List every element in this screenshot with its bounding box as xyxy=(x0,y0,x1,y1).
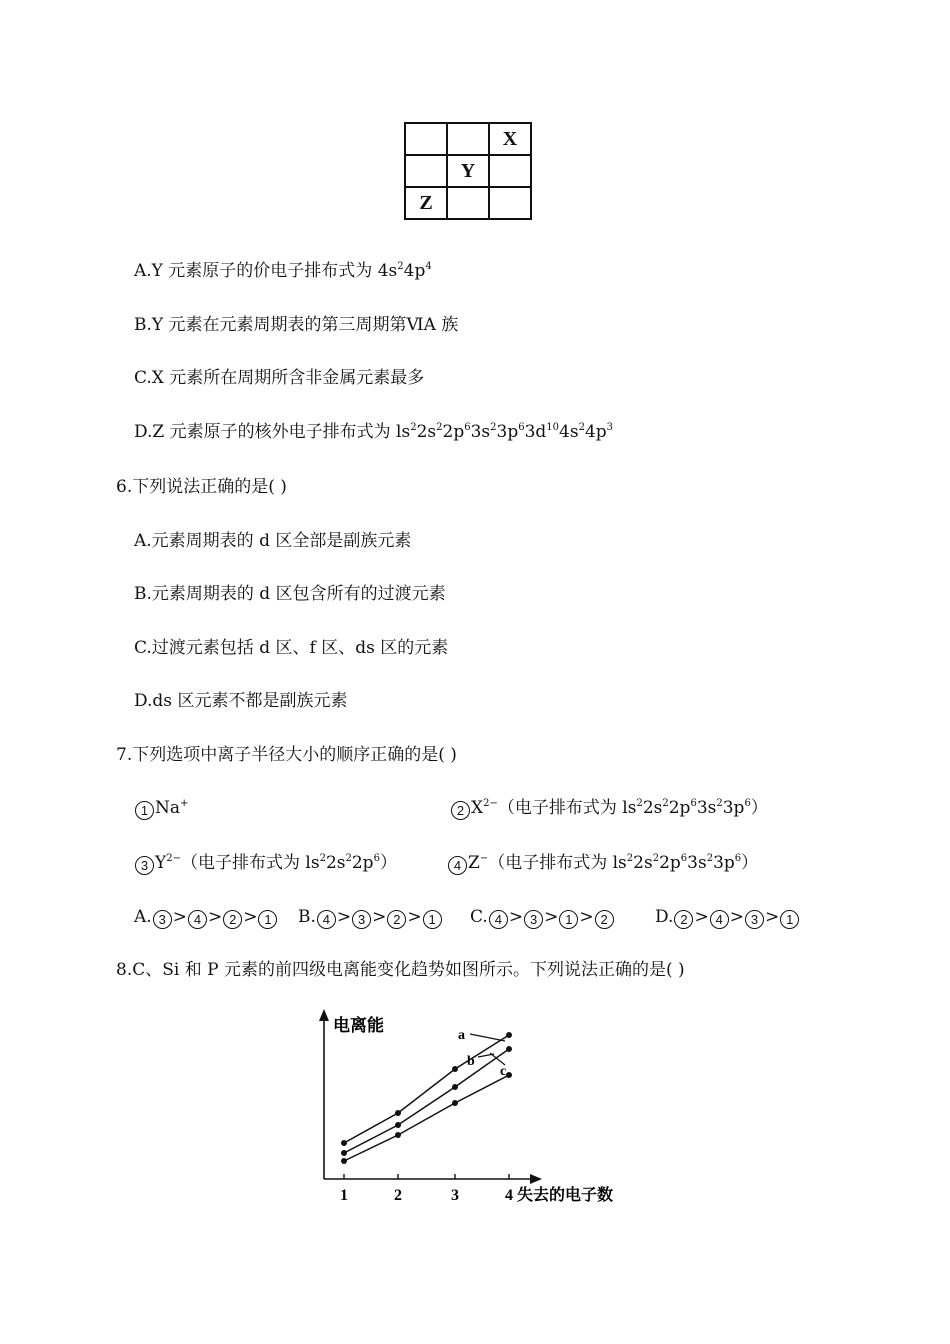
q7-item-1: 1 Na+ xyxy=(134,797,188,820)
option-label: B. xyxy=(298,907,316,927)
electron-config xyxy=(320,853,380,873)
config-superscript: 10 xyxy=(546,422,560,433)
data-point-a xyxy=(341,1140,347,1146)
greater-than-sign: > xyxy=(336,907,352,927)
series-line-a xyxy=(344,1035,509,1143)
q5-option-d: D.Z 元素原子的核外电子排布式为 $ls^22s^22p^63s^23p^63d^{10}4s^24p^3$ xyxy=(134,422,614,442)
circled-number: 2 xyxy=(387,910,406,929)
circled-number: 1 xyxy=(258,910,277,929)
y-axis-label: 电离能 xyxy=(333,1016,384,1036)
greater-than-sign: > xyxy=(579,907,594,927)
config-orbital: 2p xyxy=(351,853,374,873)
data-point-b xyxy=(506,1046,512,1052)
config-orbital: 2p xyxy=(659,853,681,873)
config-superscript: 2 xyxy=(716,798,723,809)
config-superscript: 6 xyxy=(734,853,742,864)
config-orbital: 3d xyxy=(524,422,547,442)
greater-than-sign: > xyxy=(508,907,524,927)
grid-cell xyxy=(405,123,447,155)
config-superscript: 6 xyxy=(373,853,380,864)
circled-number: 2 xyxy=(674,910,693,929)
x-tick-label: 1 xyxy=(340,1187,348,1204)
data-point-a xyxy=(395,1110,401,1116)
circled-number: 3 xyxy=(352,910,371,929)
config-superscript: 6 xyxy=(518,422,525,433)
data-point-b xyxy=(452,1084,458,1090)
electron-config xyxy=(636,798,750,818)
electron-config xyxy=(410,422,613,442)
config-orbital: 3p xyxy=(496,422,519,442)
config-orbital: 2s xyxy=(325,853,346,873)
config-superscript: 6 xyxy=(464,422,471,433)
config-orbital: 4s xyxy=(559,422,579,442)
data-point-b xyxy=(395,1122,401,1128)
q7-item-2: 2 $X^{2-}$（电子排布式为 $ls^22s^22p^63s^23p^6$） xyxy=(450,797,768,820)
data-point-a xyxy=(452,1066,458,1072)
grid-cell xyxy=(489,187,531,219)
q7-item-4: 4 Z−（电子排布式为 $ls^22s^22p^63s^23p^6$） xyxy=(447,852,758,875)
config-orbital: 2s xyxy=(633,853,653,873)
greater-than-sign: > xyxy=(407,907,422,927)
config-superscript: 2 xyxy=(319,853,326,864)
series-label-c: c xyxy=(500,1064,507,1079)
q6-stem: 6.下列说法正确的是( ) xyxy=(116,477,287,497)
circled-number: 1 xyxy=(559,910,578,929)
grid-cell xyxy=(405,155,447,187)
config-superscript: 3 xyxy=(606,422,614,433)
x-tick-label: 2 xyxy=(394,1187,402,1204)
config-superscript: 2 xyxy=(410,422,417,433)
config-superscript: 2 xyxy=(345,853,352,864)
circled-number: 2 xyxy=(451,801,470,820)
q6-option-c: C.过渡元素包括 d 区、f 区、ds 区的元素 xyxy=(134,638,449,658)
series-leader-line xyxy=(470,1034,505,1041)
greater-than-sign: > xyxy=(729,907,744,927)
config-superscript: 6 xyxy=(680,853,688,864)
element-position-grid xyxy=(404,122,532,220)
config-orbital: 2p xyxy=(442,422,465,442)
config-superscript: 2 xyxy=(636,798,643,809)
config-orbital: 3s xyxy=(696,798,717,818)
greater-than-sign: > xyxy=(172,907,187,927)
circled-number: 1 xyxy=(135,801,154,820)
q7-stem: 7.下列选项中离子半径大小的顺序正确的是( ) xyxy=(116,745,457,765)
x-axis-label: 失去的电子数 xyxy=(517,1185,614,1204)
greater-than-sign: > xyxy=(207,907,223,927)
data-point-b xyxy=(341,1150,347,1156)
data-point-c xyxy=(341,1158,347,1164)
circled-number: 1 xyxy=(780,910,799,929)
q7-option-d xyxy=(655,906,800,929)
config-superscript: 2 xyxy=(626,853,634,864)
grid-cell-x: X xyxy=(489,123,531,155)
option-label: A. xyxy=(134,907,152,927)
config-orbital: 4p xyxy=(584,422,607,442)
grid-cell xyxy=(489,155,531,187)
grid-cell xyxy=(447,187,489,219)
q7-option-c xyxy=(470,906,615,929)
option-label: D. xyxy=(655,907,674,927)
grid-cell-y: Y xyxy=(447,155,489,187)
option-label: C. xyxy=(470,907,488,927)
circled-number: 4 xyxy=(448,856,467,875)
greater-than-sign: > xyxy=(544,907,559,927)
config-orbital: 3p xyxy=(722,798,745,818)
x-axis-arrow xyxy=(530,1174,542,1184)
config-superscript: 2 xyxy=(578,422,585,433)
circled-number: 3 xyxy=(135,856,154,875)
q6-option-d: D.ds 区元素不都是副族元素 xyxy=(134,691,348,711)
circled-number: 4 xyxy=(489,910,508,929)
config-superscript: 2 xyxy=(436,422,443,433)
data-point-c xyxy=(395,1132,401,1138)
q8-stem: 8.C、Si 和 P 元素的前四级电离能变化趋势如图所示。下列说法正确的是( ) xyxy=(116,960,685,980)
config-superscript: 2 xyxy=(652,853,660,864)
circled-number: 3 xyxy=(153,910,172,929)
data-point-a xyxy=(506,1032,512,1038)
config-superscript: 6 xyxy=(744,798,751,809)
config-orbital: 3p xyxy=(713,853,735,873)
q6-option-b: B.元素周期表的 d 区包含所有的过渡元素 xyxy=(134,584,446,604)
q6-option-a: A.元素周期表的 d 区全部是副族元素 xyxy=(134,531,412,551)
series-label-b: b xyxy=(467,1054,475,1069)
greater-than-sign: > xyxy=(372,907,387,927)
config-orbital: 3s xyxy=(687,853,707,873)
greater-than-sign: > xyxy=(694,907,709,927)
electron-config xyxy=(627,853,741,873)
q5-option-a: A.Y 元素原子的价电子排布式为 $4s^24p^4$ xyxy=(134,261,432,281)
grid-cell-z: Z xyxy=(405,187,447,219)
config-superscript: 2 xyxy=(662,798,669,809)
circled-number: 3 xyxy=(524,910,543,929)
config-superscript: 2 xyxy=(490,422,497,433)
config-orbital: 2s xyxy=(416,422,437,442)
circled-number: 4 xyxy=(710,910,729,929)
config-orbital: 3s xyxy=(470,422,491,442)
circled-number: 4 xyxy=(317,910,336,929)
y-axis-arrow xyxy=(319,1009,329,1021)
circled-number: 4 xyxy=(188,910,207,929)
ionization-energy-chart xyxy=(310,1005,640,1210)
grid-cell xyxy=(447,123,489,155)
config-orbital: 2p xyxy=(668,798,691,818)
greater-than-sign: > xyxy=(764,907,780,927)
circled-number: 2 xyxy=(223,910,242,929)
circled-number: 2 xyxy=(595,910,614,929)
series-line-c xyxy=(344,1075,509,1161)
q7-item-3: 3 $Y^{2-}$（电子排布式为 $ls^22s^22p^6$） xyxy=(134,852,397,875)
q7-option-a xyxy=(134,906,278,929)
q5-option-b: B.Y 元素在元素周期表的第三周期第ⅥA 族 xyxy=(134,315,459,335)
config-superscript: 2 xyxy=(706,853,714,864)
data-point-c xyxy=(452,1100,458,1106)
circled-number: 3 xyxy=(745,910,764,929)
x-tick-label: 3 xyxy=(451,1187,459,1204)
config-superscript: 6 xyxy=(690,798,697,809)
config-orbital: 2s xyxy=(642,798,663,818)
series-label-a: a xyxy=(458,1028,465,1043)
q7-option-b xyxy=(298,906,443,929)
series-line-b xyxy=(344,1049,509,1153)
greater-than-sign: > xyxy=(243,907,258,927)
q5-option-c: C.X 元素所在周期所含非金属元素最多 xyxy=(134,368,425,388)
data-point-c xyxy=(506,1072,512,1078)
x-tick-label: 4 xyxy=(505,1187,513,1204)
circled-number: 1 xyxy=(423,910,442,929)
